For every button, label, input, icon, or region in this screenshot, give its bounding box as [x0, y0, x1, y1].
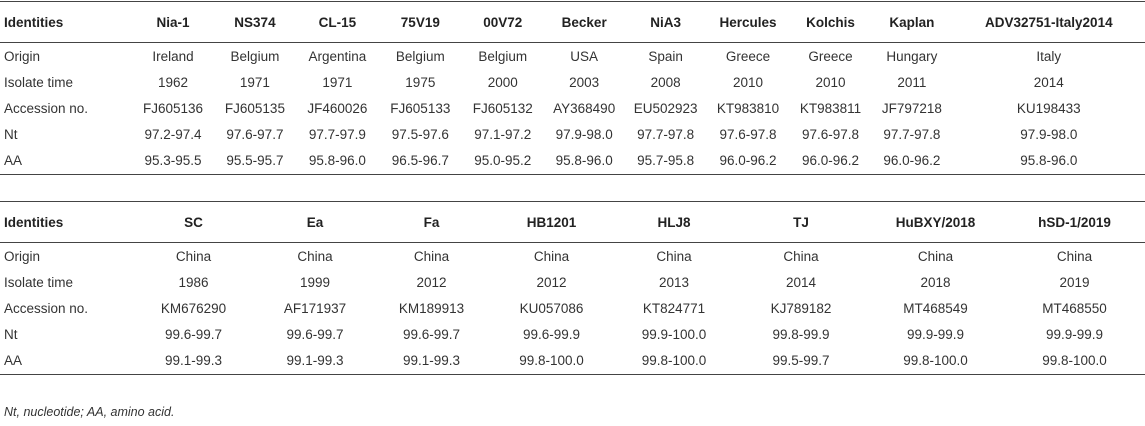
table-cell: 2008 [650, 74, 681, 90]
column-header: NiA3 [625, 2, 706, 43]
table-cell: Belgium [230, 48, 280, 64]
table-cell: China [175, 248, 212, 264]
table-cell: 2011 [897, 74, 927, 90]
table-cell: KT983810 [716, 100, 780, 116]
table-cell: 96.0-96.2 [706, 147, 789, 175]
table-row [0, 269, 1145, 295]
table-cell: 2018 [920, 274, 951, 290]
table-cell: 97.9-98.0 [555, 126, 613, 142]
table-cell: KM189913 [398, 300, 465, 316]
table-cell: 2019 [1059, 274, 1090, 290]
table-cell: Greece [808, 48, 853, 64]
table-cell: 2003 [569, 74, 600, 90]
table-cell: 2012 [416, 274, 447, 290]
table-cell: EU502923 [633, 100, 698, 116]
row-label: Origin [4, 48, 41, 64]
table-cell: KT824771 [642, 300, 706, 316]
table-cell: 97.5-97.6 [391, 126, 449, 142]
table-cell: JF797218 [881, 100, 942, 116]
table-cell: FJ605135 [224, 100, 285, 116]
table-cell: FJ605136 [142, 100, 204, 116]
table-cell: 1962 [157, 74, 189, 90]
table-cell: MT468549 [903, 300, 968, 316]
table-cell: 99.6-99.9 [522, 326, 581, 342]
column-header: ADV32751-Italy2014 [953, 2, 1145, 43]
table-cell: 96.5-96.7 [379, 147, 462, 175]
table-row [0, 147, 1145, 175]
row-label: AA [0, 147, 132, 175]
corner-header: Identities [0, 202, 130, 243]
table-cell: 99.9-100.0 [641, 326, 707, 342]
row-label: Isolate time [4, 274, 74, 290]
table-cell: Greece [725, 48, 771, 64]
column-header: Fa [373, 202, 490, 243]
table-cell: 99.9-99.9 [906, 326, 965, 342]
table-cell: 97.7-97.8 [883, 126, 941, 142]
table-row [0, 121, 1145, 147]
table-cell: 95.3-95.5 [132, 147, 213, 175]
table-cell: China [656, 248, 692, 264]
table-cell: 96.0-96.2 [790, 147, 871, 175]
table-row [0, 95, 1145, 121]
table-cell: 95.8-96.0 [543, 147, 624, 175]
table-row [0, 43, 1145, 70]
table-cell: 95.8-96.0 [296, 147, 378, 175]
table-cell: China [1056, 248, 1093, 264]
table-cell: 99.8-100.0 [613, 347, 735, 375]
table-cell: 97.2-97.4 [144, 126, 202, 142]
column-header: Kaplan [871, 2, 952, 43]
table-cell: 97.7-97.8 [637, 126, 695, 142]
table-row [0, 295, 1145, 321]
table-cell: Spain [648, 48, 683, 64]
table-cell: KU198433 [1016, 100, 1081, 116]
row-label: Nt [4, 126, 18, 142]
table-cell: 2012 [536, 274, 567, 290]
identity-table-2 [0, 201, 1145, 375]
table-cell: FJ605133 [390, 100, 451, 116]
table-cell: 2014 [1033, 74, 1064, 90]
column-header: HLJ8 [613, 202, 735, 243]
table-cell: 99.8-99.9 [772, 326, 830, 342]
column-header: Becker [543, 2, 624, 43]
table-cell: 97.6-97.7 [226, 126, 284, 142]
column-header: 00V72 [462, 2, 543, 43]
row-label: Accession no. [4, 100, 89, 116]
column-header: Kolchis [790, 2, 871, 43]
table-cell: Ireland [152, 48, 194, 64]
table-cell: KM676290 [160, 300, 227, 316]
table-cell: 97.9-98.0 [1020, 126, 1078, 142]
table-cell: Argentina [308, 48, 367, 64]
table-row [0, 243, 1145, 270]
table-cell: 99.6-99.7 [286, 326, 344, 342]
table-cell: Italy [1036, 48, 1062, 64]
table-cell: 2014 [785, 274, 817, 290]
table-cell: 99.1-99.3 [130, 347, 257, 375]
table-cell: 2013 [658, 274, 690, 290]
table-cell: Belgium [478, 48, 528, 64]
table-cell: 1999 [299, 274, 331, 290]
column-header: Ea [257, 202, 373, 243]
table-cell: China [917, 248, 954, 264]
row-label: Origin [4, 248, 41, 264]
column-header: 75V19 [379, 2, 462, 43]
table-cell: USA [570, 48, 599, 64]
table-row [0, 69, 1145, 95]
table-cell: China [783, 248, 819, 264]
table-cell: AF171937 [283, 300, 347, 316]
table-cell: 99.6-99.7 [402, 326, 461, 342]
table-cell: 97.6-97.8 [719, 126, 777, 142]
table-cell: 1971 [322, 74, 353, 90]
table-cell: AY368490 [553, 100, 616, 116]
table-header-row [0, 202, 1145, 243]
table-cell: JF460026 [307, 100, 368, 116]
table-cell: 2000 [487, 74, 518, 90]
table-cell: 99.6-99.7 [164, 326, 223, 342]
table-header-row [0, 2, 1145, 43]
column-header: TJ [735, 202, 867, 243]
table-cell: 2010 [815, 74, 846, 90]
table-cell: 99.1-99.3 [373, 347, 490, 375]
table-cell: 1986 [178, 274, 209, 290]
column-header: NS374 [214, 2, 296, 43]
table-cell: 99.8-100.0 [867, 347, 1004, 375]
table-cell: China [413, 248, 450, 264]
row-label: AA [0, 347, 130, 375]
table-cell: 2010 [733, 74, 764, 90]
column-header: Nia-1 [132, 2, 213, 43]
table-cell: 95.8-96.0 [953, 147, 1145, 175]
table-cell: China [297, 248, 333, 264]
row-label: Isolate time [4, 74, 74, 90]
table-cell: 95.0-95.2 [462, 147, 543, 175]
column-header: SC [130, 202, 257, 243]
row-label: Nt [4, 326, 18, 342]
column-header: HB1201 [490, 202, 613, 243]
table-cell: 97.6-97.8 [801, 126, 859, 142]
table-cell: Hungary [886, 48, 938, 64]
table-cell: 99.8-100.0 [490, 347, 613, 375]
table-cell: KT983811 [799, 100, 862, 116]
identity-table-1 [0, 1, 1145, 175]
table-cell: 99.1-99.3 [257, 347, 373, 375]
table-cell: China [533, 248, 570, 264]
table-row [0, 347, 1145, 375]
table-cell: FJ605132 [472, 100, 533, 116]
table-cell: 99.9-99.9 [1045, 326, 1104, 342]
table-cell: KU057086 [519, 300, 584, 316]
table-cell: MT468550 [1042, 300, 1107, 316]
table-cell: KJ789182 [770, 300, 832, 316]
corner-header: Identities [0, 2, 132, 43]
table-cell: Belgium [395, 48, 445, 64]
table-cell: 97.1-97.2 [474, 126, 532, 142]
table-cell: 99.5-99.7 [735, 347, 867, 375]
column-header: HuBXY/2018 [867, 202, 1004, 243]
table-cell: 99.8-100.0 [1004, 347, 1145, 375]
row-label: Accession no. [4, 300, 89, 316]
table-cell: 95.7-95.8 [625, 147, 706, 175]
column-header: hSD-1/2019 [1004, 202, 1145, 243]
table-cell: 97.7-97.9 [308, 126, 366, 142]
column-header: CL-15 [296, 2, 378, 43]
table-row [0, 321, 1145, 347]
column-header: Hercules [706, 2, 789, 43]
table-cell: 95.5-95.7 [214, 147, 296, 175]
table-footnote: Nt, nucleotide; AA, amino acid. [4, 405, 175, 419]
table-cell: 1971 [239, 74, 270, 90]
table-cell: 1975 [405, 74, 436, 90]
table-cell: 96.0-96.2 [871, 147, 952, 175]
